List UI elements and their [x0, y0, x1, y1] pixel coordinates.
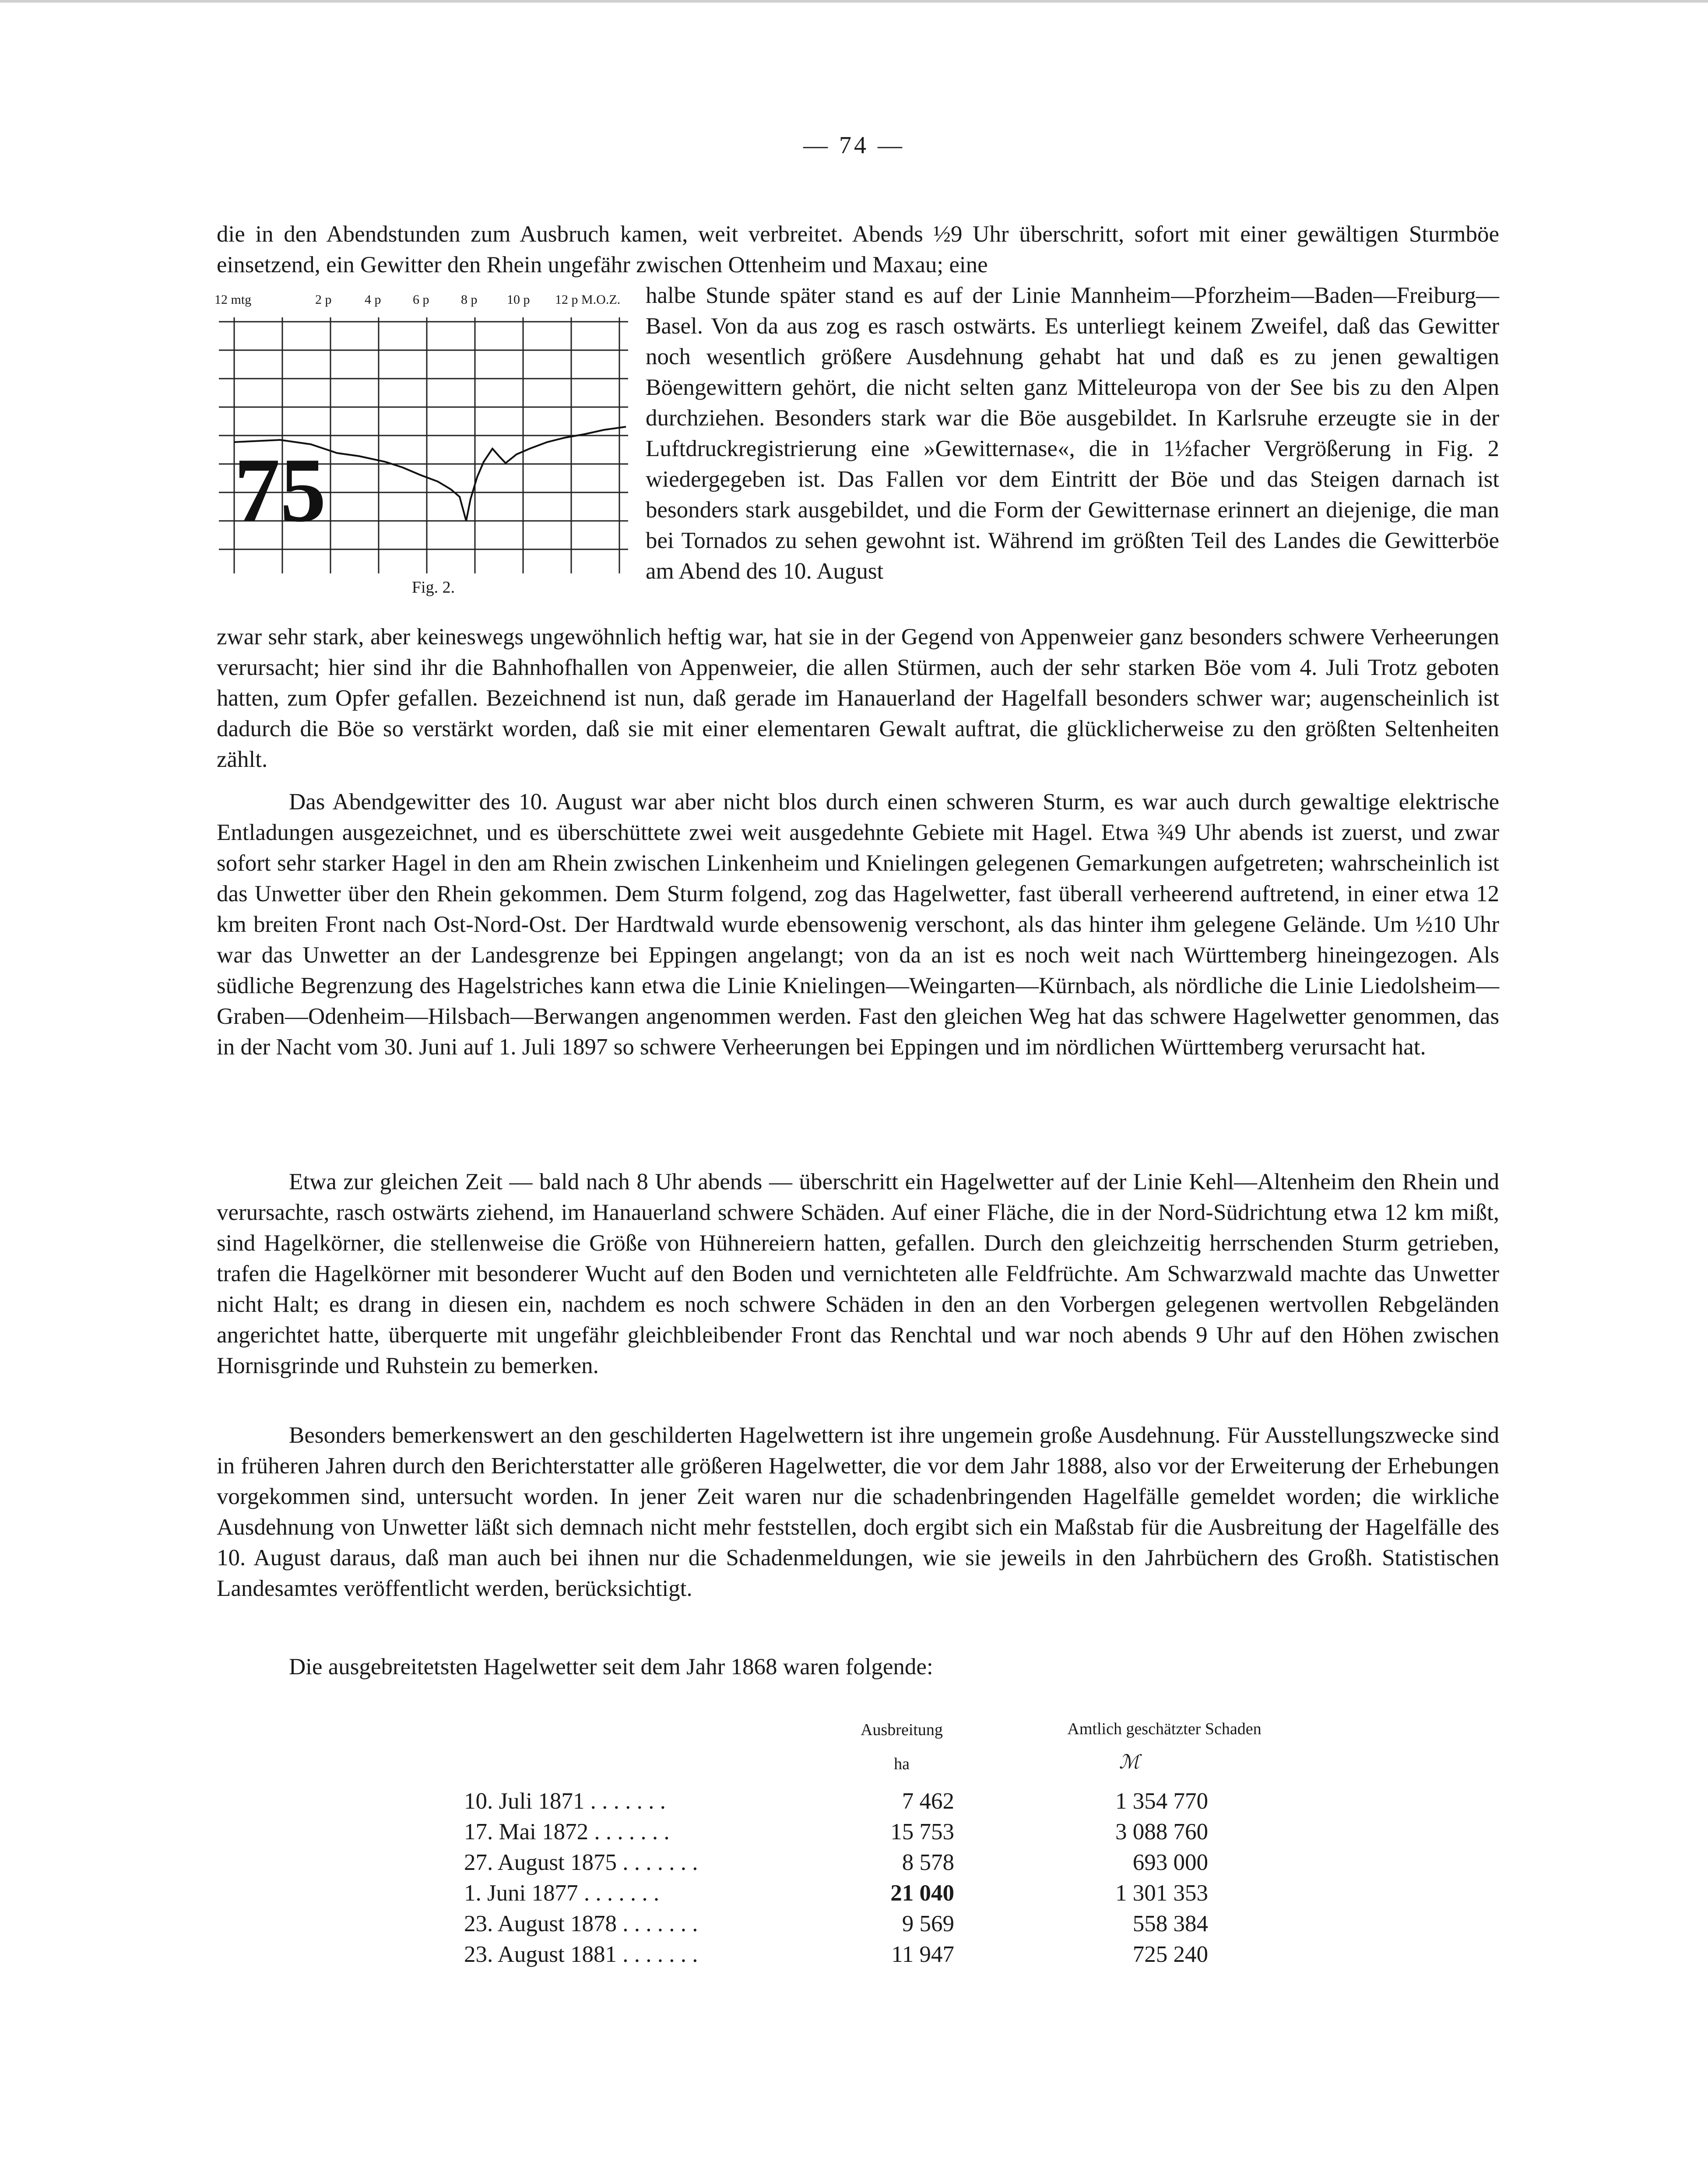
paragraph-table-intro — [217, 1651, 1499, 1682]
time-label-0: 12 mtg — [214, 293, 252, 307]
paragraph-hanauerland — [217, 1167, 1499, 1381]
time-label-5: 10 p — [507, 293, 530, 307]
row-area: 7 462 — [902, 1789, 954, 1814]
barogram-svg — [214, 293, 639, 600]
row-damage: 558 384 — [1132, 1911, 1208, 1936]
row-damage: 725 240 — [1132, 1942, 1208, 1967]
row-damage: 1 354 770 — [1115, 1789, 1208, 1814]
row-damage: 3 088 760 — [1115, 1819, 1208, 1845]
time-label-1: 2 p — [315, 293, 332, 307]
time-labels — [214, 293, 620, 307]
paragraph-intro-text: die in den Abendstunden zum Ausbruch kamen, weit verbreitet. Abends ½9 Uhr überschritt, sofort mit einer gewältigen Sturmböe einsetzend, ein Gewitter den Rhein ungefähr zwischen Ottenheim und Maxau; eine — [217, 221, 1499, 278]
table-row — [438, 1880, 1335, 1911]
row-date: 23. August 1881 . . . — [464, 1941, 698, 1968]
table-row — [438, 1819, 1335, 1849]
paragraph-beside-figure — [646, 280, 1499, 587]
header-damage-unit: ℳ — [1119, 1751, 1140, 1773]
paragraph-evening-storm — [217, 787, 1499, 1062]
paragraph-intro — [217, 219, 1499, 280]
table-row — [438, 1849, 1335, 1880]
hail-storms-table — [438, 1707, 1335, 1970]
row-date: 23. August 1878 . . . — [464, 1911, 698, 1937]
time-label-2: 4 p — [365, 293, 381, 307]
row-area: 15 753 — [890, 1819, 954, 1845]
page-number: — 74 — — [803, 132, 905, 159]
table-row — [438, 1911, 1335, 1941]
row-date: 17. Mai 1872 . . . — [464, 1819, 670, 1845]
paragraph-table-intro-text: Die ausgebreitetsten Hagelwetter seit dem Jahr 1868 waren folgende: — [289, 1654, 933, 1680]
scale-label-75: 75 — [234, 439, 326, 541]
header-damage: Amtlich geschätzter Schaden — [1067, 1720, 1262, 1738]
row-date: 1. Juni 1877 . . . — [464, 1880, 659, 1906]
barogram-figure — [214, 293, 639, 626]
page-top-edge — [0, 0, 1708, 3]
figure-caption: Fig. 2. — [411, 578, 455, 597]
row-area: 8 578 — [902, 1850, 954, 1875]
row-damage: 693 000 — [1132, 1850, 1208, 1875]
paragraph-beside-figure-text: halbe Stunde später stand es auf der Linie Mannheim—Pforzheim—Baden—Freiburg—Basel. Von da aus zog es rasch ostwärts. Es unterliegt keinem Zweifel, daß das Gewitter noch wesentlich größere Ausdehnung gehabt hat und daß es zu jenen gewaltigen Böengewittern gehört, die nicht selten ganz Mitteleuropa von der See bis zu den Alpen durchziehen. Besonders stark war die Böe ausgebildet. In Karlsruhe erzeugte sie in der Luftdruckregistrierung eine »Gewitternase«, die in 1½facher Vergrößerung in Fig. 2 wiedergegeben ist. Das Fallen vor dem Eintritt der Böe und das Steigen darnach ist besonders stark ausgebildet, und die Form der Gewitternase erinnert an diejenige, die man bei Tornados zu sehen gewohnt ist. Während im größten Teil des Landes die Gewitterböe am Abend des 10. August — [646, 283, 1499, 584]
paragraph-after-figure-text: zwar sehr stark, aber keineswegs ungewöhnlich heftig war, hat sie in der Gegend von Appenweier ganz besonders schwere Verheerungen verursacht; hier sind ihr die Bahnhofhallen von Appenweier, die allen Stürmen, auch der sehr starken Böe vom 4. Juli Trotz geboten hatten, zum Opfer gefallen. Bezeichnend ist nun, daß gerade im Hanauerland der Hagelfall besonders schwer war; augenscheinlich ist dadurch die Böe so verstärkt worden, daß sie mit einer elementaren Gewalt auftrat, die glücklicherweise zu den größten Seltenheiten zählt. — [217, 624, 1499, 772]
paragraph-extent-text: Besonders bemerkenswert an den geschilderten Hagelwettern ist ihre ungemein große Ausdehnung. Für Ausstellungszwecke sind in früheren Jahren durch den Berichterstatter alle größeren Hagelwetter, die vor dem Jahr 1888, also vor der Erweiterung der Erhebungen vorgekommen sind, untersucht worden. In jener Zeit waren nur die schadenbringenden Hagelfälle gemeldet worden; die wirkliche Ausdehnung von Unwetter läßt sich demnach nicht mehr feststellen, doch ergibt sich ein Maßstab für die Ausbreitung der Hagelfälle des 10. August daraus, daß man auch bei ihnen nur die Schadenmeldungen, wie sie jeweils in den Jahrbüchern des Großh. Statistischen Landesamtes veröffentlicht werden, berücksichtigt. — [217, 1423, 1499, 1601]
row-area: 9 569 — [902, 1911, 954, 1936]
row-area: 21 040 — [890, 1880, 954, 1906]
table-row — [438, 1788, 1335, 1819]
header-area: Ausbreitung — [861, 1721, 943, 1739]
paragraph-after-figure — [217, 622, 1499, 775]
table-row — [438, 1941, 1335, 1972]
time-label-6: 12 p M.O.Z. — [555, 293, 621, 307]
time-label-4: 8 p — [461, 293, 478, 307]
paragraph-extent — [217, 1420, 1499, 1604]
paragraph-evening-storm-text: Das Abendgewitter des 10. August war aber nicht blos durch einen schweren Sturm, es war auch durch gewaltige elektrische Entladungen ausgezeichnet, und es überschüttete zwei weit ausgedehnte Gebiete mit Hagel. Etwa ¾9 Uhr abends ist zuerst, und zwar sofort sehr starker Hagel in den am Rhein zwischen Linkenheim und Knielingen gelegenen Gemarkungen aufgetreten; wahrscheinlich ist das Unwetter über den Rhein gekommen. Dem Sturm folgend, zog das Hagelwetter, fast überall verheerend auftretend, in einer etwa 12 km breiten Front nach Ost-Nord-Ost. Der Hardtwald wurde ebensowenig verschont, als das hinter ihm gelegene Gelände. Um ½10 Uhr war das Unwetter an der Landesgrenze bei Eppingen angelangt; von da an ist es noch weit nach Württemberg hineingezogen. Als südliche Begrenzung des Hagelstriches kann etwa die Linie Knielingen—Weingarten—Kürnbach, als nördliche die Linie Liedolsheim—Graben—Odenheim—Hilsbach—Berwangen angenommen werden. Fast den gleichen Weg hat das schwere Hagelwetter genommen, das in der Nacht vom 30. Juni auf 1. Juli 1897 so schwere Verheerungen bei Eppingen und im nördlichen Württemberg verursacht hat. — [217, 789, 1499, 1060]
header-area-unit: ha — [894, 1755, 910, 1773]
row-date: 10. Juli 1871 . . . — [464, 1788, 666, 1814]
paragraph-hanauerland-text: Etwa zur gleichen Zeit — bald nach 8 Uhr abends — überschritt ein Hagelwetter auf der Linie Kehl—Altenheim den Rhein und verursachte, rasch ostwärts ziehend, im Hanauerland schwere Schäden. Auf einer Fläche, die in der Nord-Südrichtung etwa 12 km mißt, sind Hagelkörner, die stellenweise die Größe von Hühnereiern hatten, gefallen. Durch den gleichzeitig herrschenden Sturm getrieben, trafen die Hagelkörner mit besonderer Wucht auf den Boden und vernichteten alle Feldfrüchte. Am Schwarzwald machte das Unwetter nicht Halt; es drang in diesen ein, nachdem es noch schwere Schäden in den an den Vorbergen gelegenen wertvollen Rebgeländen angerichtet hatte, überquerte mit ungefähr gleichbleibender Front das Renchtal und war noch abends 9 Uhr auf den Höhen zwischen Hornisgrinde und Ruhstein zu bemerken. — [217, 1169, 1499, 1378]
row-damage: 1 301 353 — [1115, 1880, 1208, 1906]
row-area: 11 947 — [891, 1942, 954, 1967]
time-label-3: 6 p — [413, 293, 429, 307]
row-date: 27. August 1875 . . . — [464, 1849, 698, 1876]
